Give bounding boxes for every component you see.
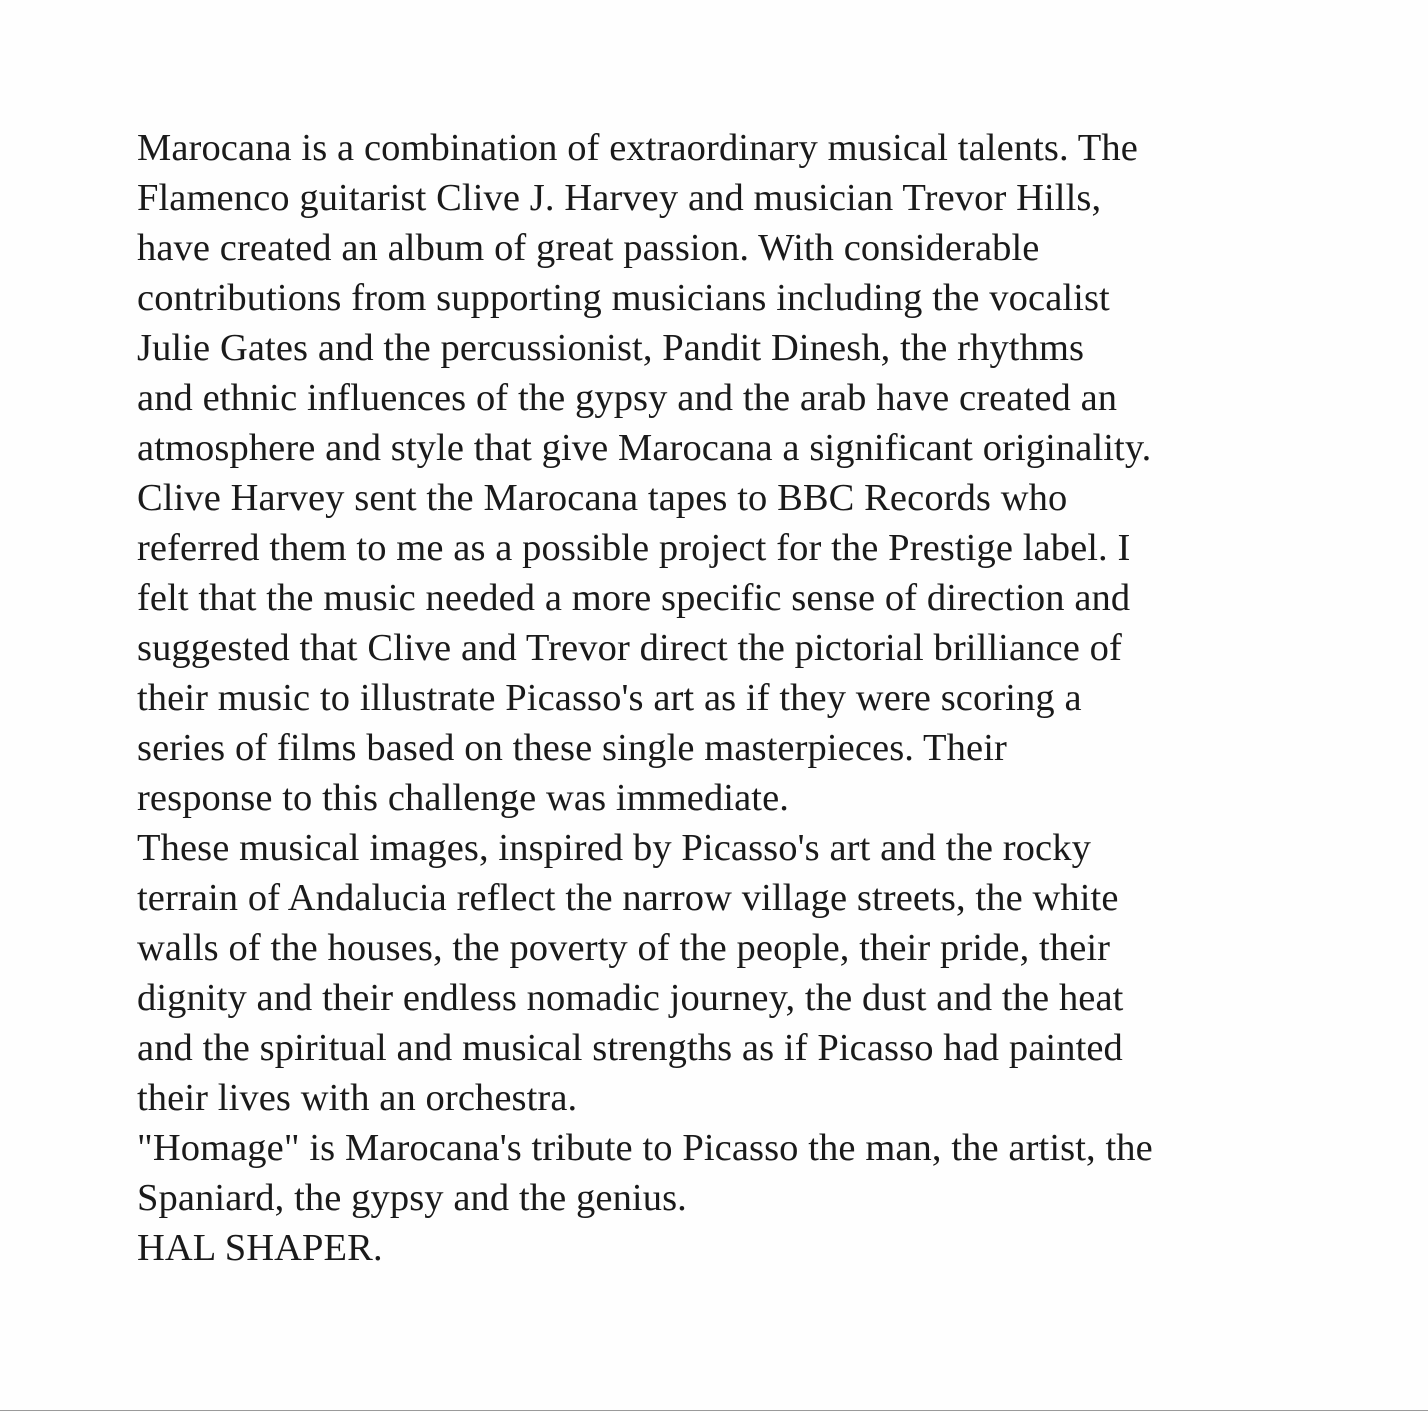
text-line: walls of the houses, the poverty of the people, their pride, their bbox=[137, 927, 1111, 969]
text-line: and the spiritual and musical strengths as if Picasso had painted bbox=[137, 1027, 1123, 1069]
text-line: felt that the music needed a more specific sense of direction and bbox=[137, 577, 1131, 619]
text-line: Flamenco guitarist Clive J. Harvey and musician Trevor Hills, bbox=[137, 177, 1102, 219]
text-line: dignity and their endless nomadic journey, the dust and the heat bbox=[137, 977, 1124, 1019]
page-edge-line bbox=[0, 1410, 1428, 1411]
text-line: referred them to me as a possible project for the Prestige label. I bbox=[137, 527, 1131, 569]
text-line: atmosphere and style that give Marocana a significant originality. bbox=[137, 427, 1152, 469]
text-line: Clive Harvey sent the Marocana tapes to BBC Records who bbox=[137, 477, 1068, 519]
liner-notes-text bbox=[137, 123, 1153, 1273]
text-line: Julie Gates and the percussionist, Pandit Dinesh, the rhythms bbox=[137, 327, 1085, 369]
text-line: These musical images, inspired by Picasso's art and the rocky bbox=[137, 827, 1091, 869]
text-line: suggested that Clive and Trevor direct the pictorial brilliance of bbox=[137, 627, 1122, 669]
text-line: their music to illustrate Picasso's art as if they were scoring a bbox=[137, 677, 1082, 719]
text-line: response to this challenge was immediate. bbox=[137, 777, 790, 819]
text-line: terrain of Andalucia reflect the narrow village streets, the white bbox=[137, 877, 1119, 919]
author-signature: HAL SHAPER. bbox=[137, 1227, 383, 1269]
text-line: "Homage" is Marocana's tribute to Picasso the man, the artist, the bbox=[137, 1127, 1153, 1169]
text-line: series of films based on these single masterpieces. Their bbox=[137, 727, 1007, 769]
text-line: and ethnic influences of the gypsy and the arab have created an bbox=[137, 377, 1118, 419]
text-line: their lives with an orchestra. bbox=[137, 1077, 578, 1119]
text-line: Marocana is a combination of extraordinary musical talents. The bbox=[137, 127, 1138, 169]
text-line: Spaniard, the gypsy and the genius. bbox=[137, 1177, 687, 1219]
text-line: have created an album of great passion. With considerable bbox=[137, 227, 1040, 269]
text-line: contributions from supporting musicians including the vocalist bbox=[137, 277, 1110, 319]
